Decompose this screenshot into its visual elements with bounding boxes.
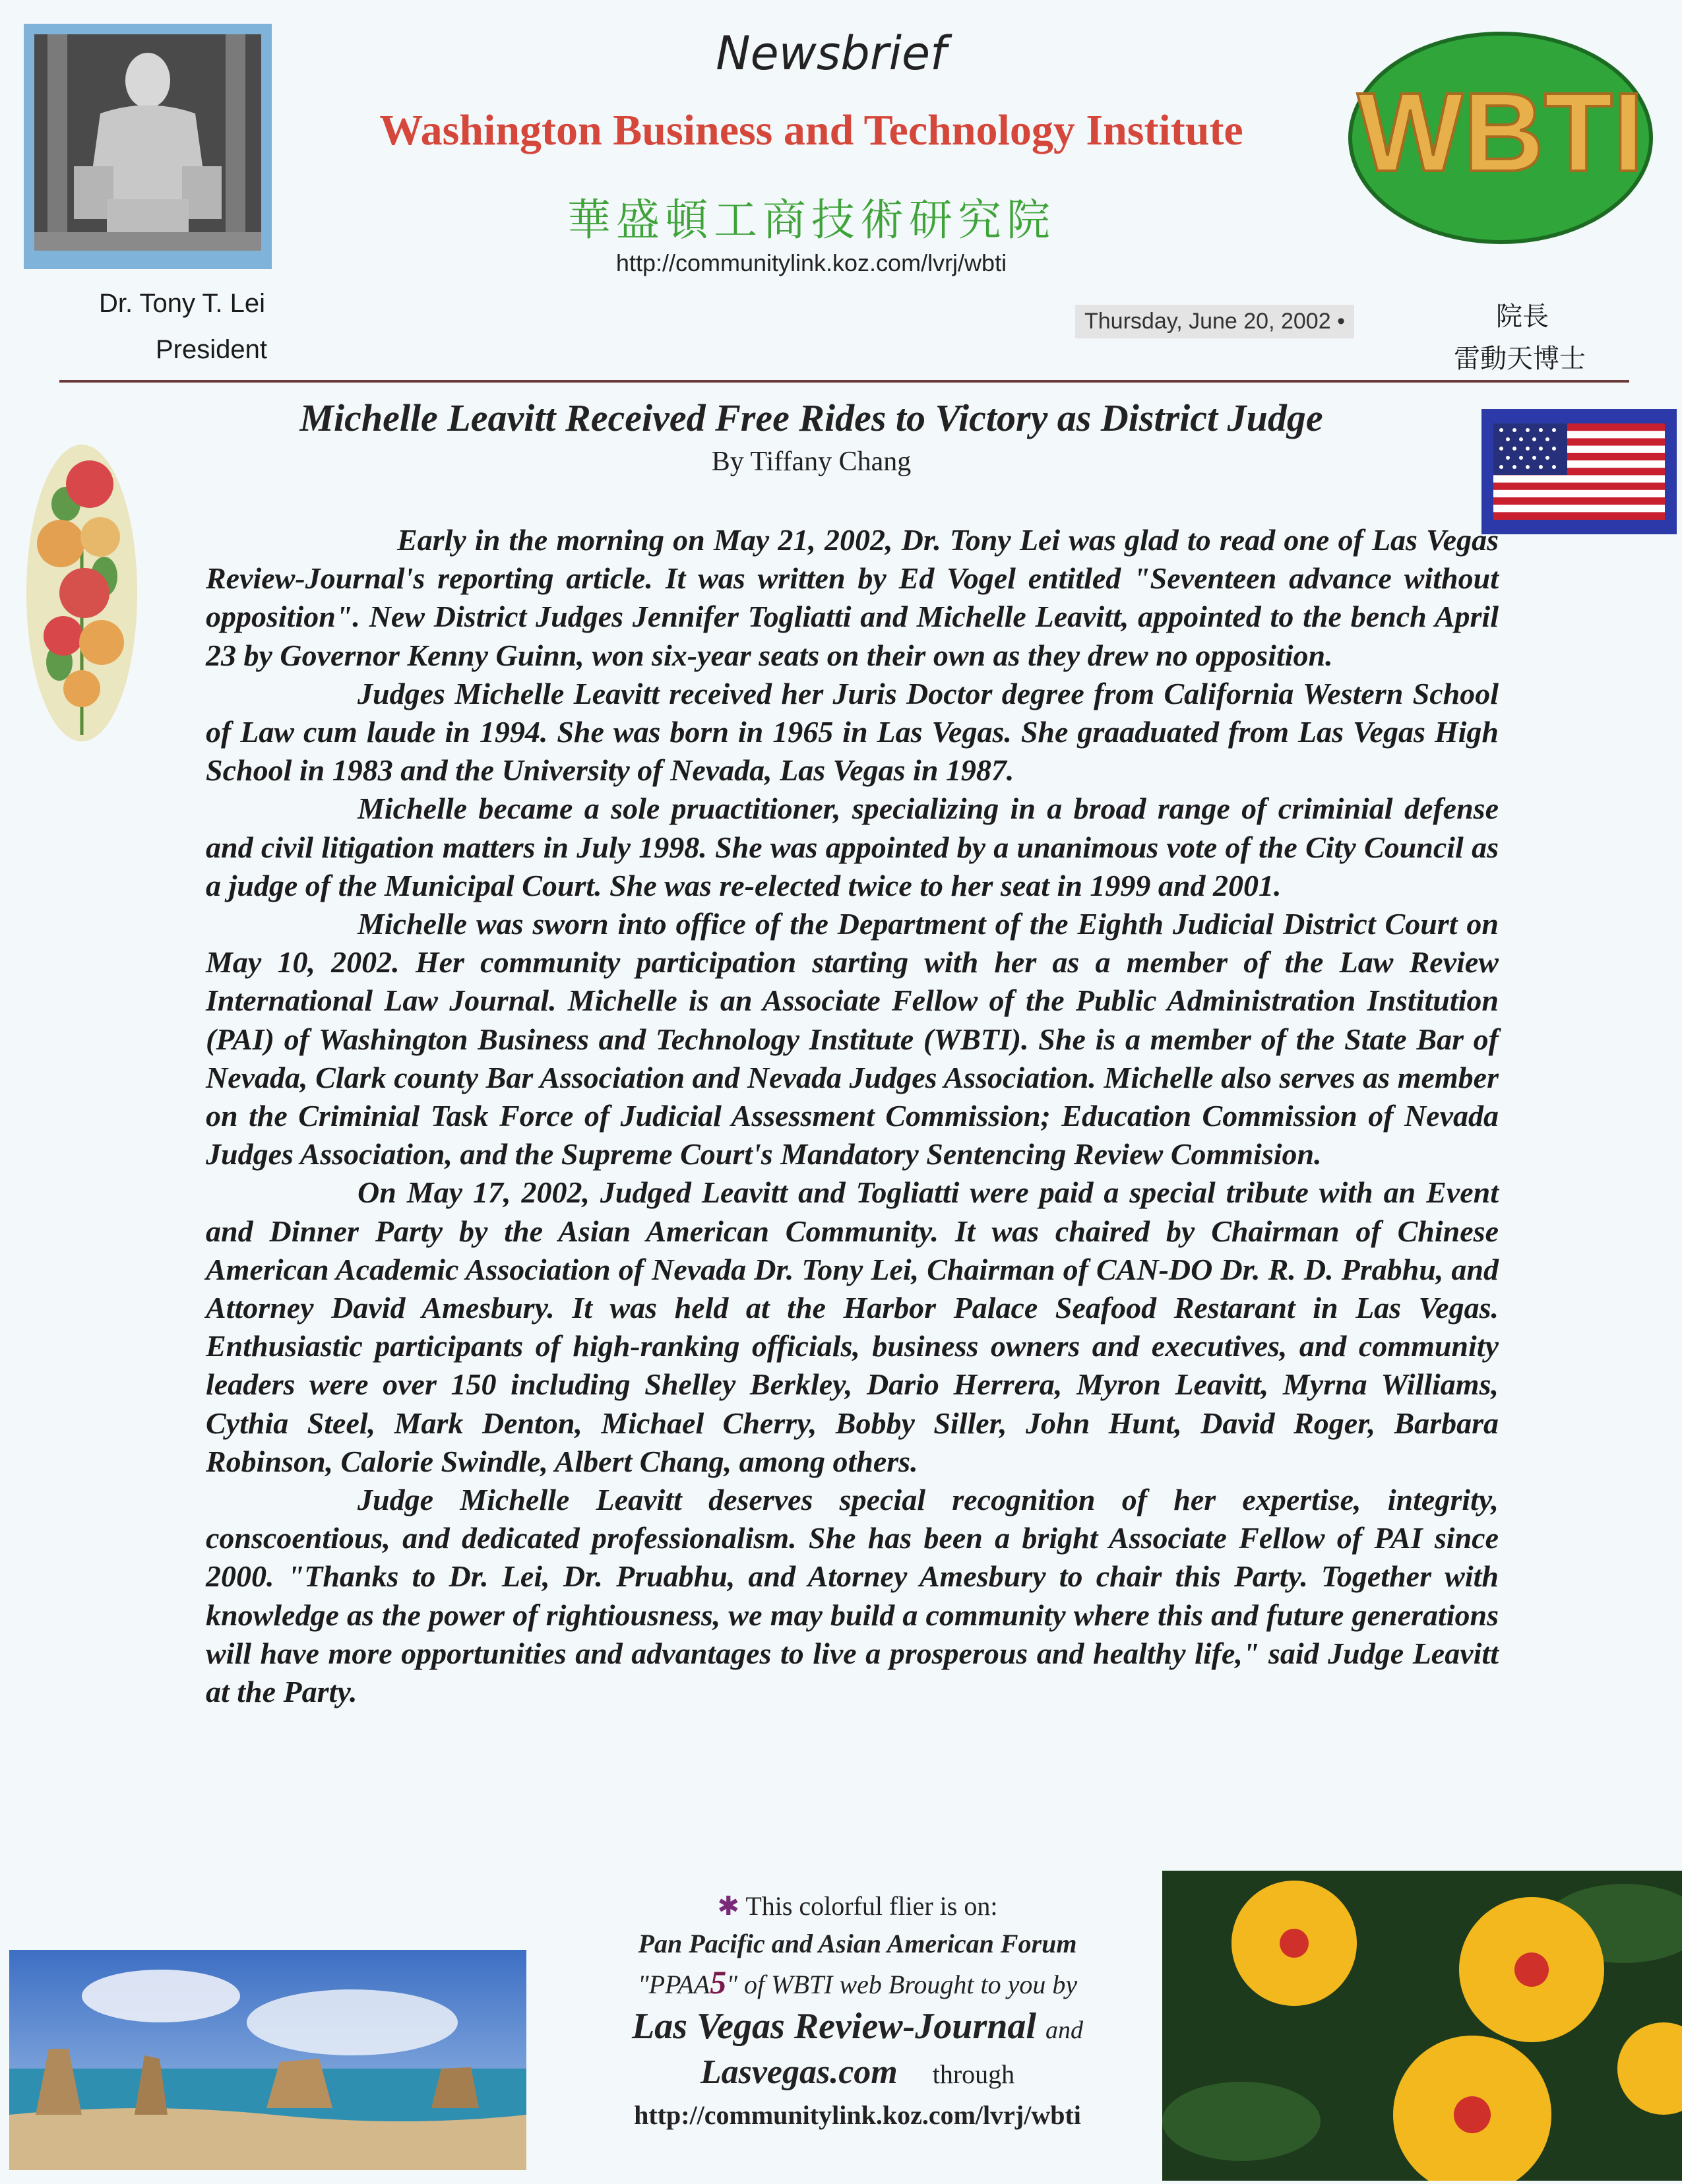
president-title-chinese: 院長 [1496, 301, 1549, 332]
newspaper-name: Las Vegas Review-Journal [632, 2006, 1036, 2047]
article-body [206, 521, 1499, 1711]
org-name: Washington Business and Technology Institute [379, 106, 1243, 154]
roses-illustration [26, 445, 137, 741]
newsbrief-label: Newsbrief [716, 26, 947, 80]
logo-text: WBTI [1357, 70, 1644, 195]
yellow-hibiscus-photo [1162, 1871, 1682, 2181]
wbti-logo [1346, 29, 1656, 247]
flier-intro: This colorful flier is on: [745, 1891, 998, 1921]
president-name: Dr. Tony T. Lei [99, 289, 265, 318]
ppaa-number: 5 [710, 1964, 727, 2001]
asterisk-star-icon: ✱ [717, 1891, 740, 1921]
flier-line-5 [554, 2053, 1161, 2092]
ppaa-label: "PPAA [637, 1970, 710, 1999]
brought-by: " of WBTI web Brought to you by [726, 1970, 1078, 1999]
article-paragraph: On May 17, 2002, Judged Leavitt and Togliatti were paid a special tribute with an Event and Dinner Party by the Asian American Community. It was chaired by Chairman of Chinese American Academic Association of Nevada Dr. Tony Lei, Chairman of CAN-DO Dr. R. D. Prabhu, and Attorney David Amesbury. It was held at the Harbor Palace Seafood Restarant in Las Vegas. Enthusiastic participants of high-ranking officials, business owners and executives, and community leaders were over 150 including Shelley Berkley, Dario Herrera, Myron Leavitt, Myrna Williams, Cythia Steel, Mark Denton, Michael Cherry, Bobby Siller, John Hunt, David Roger, Barbara Robinson, Calorie Swindle, Albert Chang, among others. [206, 1175, 1499, 1478]
header-divider [59, 380, 1629, 383]
flier-line-3 [554, 1963, 1161, 2001]
flier-url[interactable]: http://communitylink.koz.com/lvrj/wbti [634, 2100, 1081, 2130]
date-stamp: Thursday, June 20, 2002 • [1075, 305, 1354, 338]
flier-credit [554, 1890, 1161, 2131]
president-title: President [156, 335, 267, 364]
forum-name: Pan Pacific and Asian American Forum [638, 1929, 1077, 1958]
article-byline: By Tiffany Chang [711, 447, 912, 477]
us-flag-icon [1481, 409, 1677, 534]
article-paragraph: Michelle was sworn into office of the Department of the Eighth Judicial District Court on May 10, 2002. Her community participation starting with her as a member of the Law Review International Law Journal. Michelle is an Associate Fellow of the Public Administration Institution (PAI) of Washington Business and Technology Institute (WBTI). She is a member of the State Bar of Nevada, Clark county Bar Association and Nevada Judges Association. Michelle also serves as member on the Criminial Task Force of Judicial Assessment Commission; Education Commission of Nevada Judges Association, and the Supreme Court's Mandatory Sentencing Review Commision. [206, 907, 1499, 1171]
through-word: through [932, 2059, 1015, 2089]
flier-line-1 [554, 1890, 1161, 1921]
org-name-chinese: 華盛頓工商技術研究院 [567, 195, 1055, 245]
website-name: Lasvegas.com [700, 2053, 898, 2091]
article-headline: Michelle Leavitt Received Free Rides to Victory as District Judge [299, 396, 1323, 439]
article-paragraph: Judges Michelle Leavitt received her Juris Doctor degree from California Western School of Law cum laude in 1994. She was born in 1965 in Las Vegas. She graaduated from Las Vegas High School in 1983 and the University of Nevada, Las Vegas in 1987. [206, 676, 1499, 788]
article-paragraph: Early in the morning on May 21, 2002, Dr. Tony Lei was glad to read one of Las Vegas Review-Journal's reporting article. It was written by Ed Vogel entitled "Seventeen advance without opposition". New District Judges Jennifer Togliatti and Michelle Leavitt, appointed to the bench April 23 by Governor Kenny Guinn, won six-year seats on their own as they drew no opposition. [206, 523, 1499, 672]
and-word: and [1045, 2016, 1083, 2044]
header-url[interactable]: http://communitylink.koz.com/lvrj/wbti [615, 249, 1007, 276]
coastline-rock-stacks-photo [9, 1950, 526, 2170]
president-name-chinese: 雷動天博士 [1454, 344, 1586, 374]
article-paragraph: Judge Michelle Leavitt deserves special recognition of her expertise, integrity, conscoentious, and dedicated professionalism. She has been a bright Associate Fellow of PAI since 2000. "Thanks to Dr. Lei, Dr. Pruabhu, and Atorney Amesbury to chair this Party. Together with knowledge as the power of rightiousness, we may build a community where this and future generations will have more opportunities and advantages to live a prosperous and healthy life," said Judge Leavitt at the Party. [206, 1483, 1499, 1709]
lincoln-memorial-photo [24, 24, 272, 269]
flier-line-4 [554, 2005, 1161, 2047]
article-paragraph: Michelle became a sole pruactitioner, specializing in a broad range of criminial defense and civil litigation matters in July 1998. She was appointed by a unanimous vote of the City Council as a judge of the Municipal Court. She was re-elected twice to her seat in 1999 and 2001. [206, 792, 1499, 902]
